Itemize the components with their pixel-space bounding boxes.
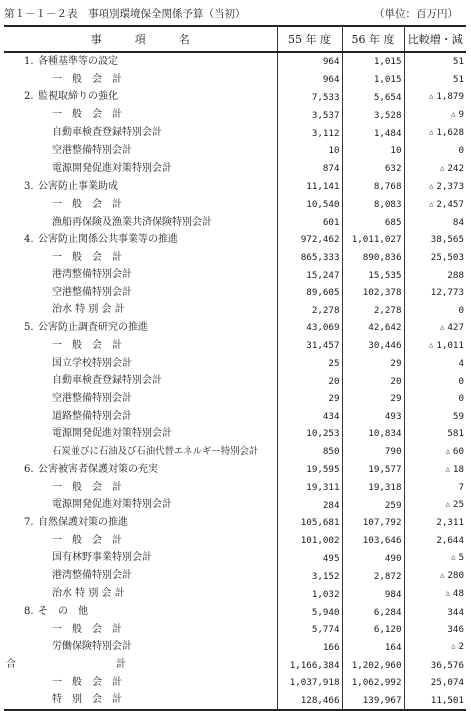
decrease-triangle-icon: △ [429, 199, 434, 208]
cell-diff [404, 603, 466, 621]
diff-value: 242 [447, 162, 464, 174]
diff-value: 51 [452, 73, 464, 85]
cell-fy55: 601 [277, 214, 342, 232]
cell-diff [404, 142, 466, 160]
budget-table [4, 25, 466, 711]
table-row [4, 355, 466, 373]
cell-fy56: 15,535 [342, 266, 404, 284]
diff-value: 2 [458, 641, 464, 653]
diff-value: 581 [447, 428, 464, 440]
row-item-name-cell [4, 621, 277, 639]
cell-fy55: 3,112 [277, 124, 342, 142]
cell-fy55: 1,032 [277, 585, 342, 603]
row-label: 空港整備特別会計 [52, 145, 132, 157]
cell-fy56: 20 [342, 372, 404, 390]
cell-fy55: 3,152 [277, 567, 342, 585]
table-row [4, 567, 466, 585]
cell-fy55: 128,466 [277, 691, 342, 710]
row-label: 道路整備特別会計 [52, 410, 132, 422]
row-item-name-cell [4, 88, 277, 106]
cell-diff [404, 461, 466, 479]
row-label: 治水 特 別 会 計 [52, 588, 125, 600]
row-number: 6. [24, 463, 34, 475]
decrease-triangle-icon: △ [451, 553, 456, 562]
table-row [4, 479, 466, 497]
cell-fy56: 103,646 [342, 532, 404, 550]
row-item-name-cell [4, 656, 277, 674]
cell-fy55: 10,253 [277, 425, 342, 443]
row-label: 労働保険特別会計 [52, 641, 132, 653]
table-row [4, 496, 466, 514]
row-item-name-cell [4, 514, 277, 532]
cell-fy55: 19,595 [277, 461, 342, 479]
diff-value: 288 [447, 269, 464, 281]
cell-fy55: 495 [277, 549, 342, 567]
cell-fy56: 164 [342, 638, 404, 656]
cell-fy56: 1,202,960 [342, 656, 404, 674]
cell-fy56: 102,378 [342, 284, 404, 302]
table-row [4, 532, 466, 550]
row-item-name-cell [4, 603, 277, 621]
row-item-name-cell [4, 638, 277, 656]
table-row [4, 372, 466, 390]
cell-fy55: 964 [277, 71, 342, 89]
cell-diff [404, 567, 466, 585]
cell-fy56: 685 [342, 214, 404, 232]
cell-fy55: 1,037,918 [277, 674, 342, 692]
cell-diff [404, 319, 466, 337]
row-item-name-cell [4, 461, 277, 479]
cell-fy56: 1,015 [342, 71, 404, 89]
column-header-diff: 比較増・減 [404, 26, 466, 52]
cell-fy55: 1,166,384 [277, 656, 342, 674]
column-header-item: 事 項 名 [4, 26, 277, 52]
diff-value: 0 [458, 375, 464, 387]
decrease-triangle-icon: △ [429, 340, 434, 349]
row-label: 国立学校特別会計 [52, 357, 132, 369]
cell-fy55: 964 [277, 52, 342, 71]
table-row [4, 231, 466, 249]
cell-fy56: 984 [342, 585, 404, 603]
cell-fy55: 11,141 [277, 178, 342, 196]
row-label: 国有林野事業特別会計 [52, 552, 152, 564]
cell-diff [404, 71, 466, 89]
table-row [4, 603, 466, 621]
cell-fy56: 107,792 [342, 514, 404, 532]
cell-diff [404, 549, 466, 567]
cell-fy56: 29 [342, 390, 404, 408]
cell-diff [404, 656, 466, 674]
row-label: 港湾整備特別会計 [52, 269, 132, 281]
diff-value: 346 [447, 624, 464, 636]
cell-diff [404, 88, 466, 106]
diff-value: 280 [447, 570, 464, 582]
diff-value: 2,311 [436, 517, 464, 529]
row-item-name-cell [4, 567, 277, 585]
diff-value: 59 [452, 410, 464, 422]
cell-fy56: 632 [342, 160, 404, 178]
row-label: 自動車検査登録特別会計 [52, 375, 162, 387]
cell-fy56: 8,083 [342, 196, 404, 214]
cell-fy55: 43,069 [277, 319, 342, 337]
cell-diff [404, 214, 466, 232]
row-item-name-cell [4, 71, 277, 89]
cell-fy55: 3,537 [277, 106, 342, 124]
decrease-triangle-icon: △ [451, 642, 456, 651]
table-row [4, 106, 466, 124]
table-row [4, 71, 466, 89]
row-label: 監視取締りの強化 [38, 91, 118, 103]
row-item-name-cell [4, 284, 277, 302]
cell-diff [404, 355, 466, 373]
table-row [4, 337, 466, 355]
cell-diff [404, 124, 466, 142]
table-row [4, 178, 466, 196]
cell-fy56: 493 [342, 408, 404, 426]
row-item-name-cell [4, 691, 277, 710]
row-label: 公害防止事業助成 [38, 180, 118, 192]
table-row [4, 514, 466, 532]
table-row [4, 621, 466, 639]
diff-value: 7 [458, 481, 464, 493]
cell-fy55: 166 [277, 638, 342, 656]
cell-diff [404, 443, 466, 461]
row-item-name-cell [4, 160, 277, 178]
row-label: 港湾整備特別会計 [52, 570, 132, 582]
row-label: 各種基準等の設定 [38, 56, 118, 67]
row-label: 特 別 会 計 [52, 694, 122, 706]
cell-diff [404, 496, 466, 514]
row-item-name-cell [4, 372, 277, 390]
cell-diff [404, 52, 466, 71]
row-item-name-cell [4, 52, 277, 71]
row-label: 合 計 [6, 659, 126, 671]
row-label: 一 般 会 計 [52, 73, 122, 85]
diff-value: 2,644 [436, 535, 464, 547]
cell-fy55: 20 [277, 372, 342, 390]
table-title: 第１－１－２表 事項別環境保全関係予算（当初） [4, 8, 246, 20]
row-label: 漁船再保険及漁業共済保険特別会計 [52, 216, 212, 228]
table-row [4, 284, 466, 302]
diff-value: 25,074 [430, 677, 464, 689]
diff-value: 60 [452, 445, 464, 457]
table-row [4, 301, 466, 319]
cell-fy56: 5,654 [342, 88, 404, 106]
decrease-triangle-icon: △ [445, 464, 450, 473]
diff-value: 1,879 [436, 91, 464, 103]
cell-diff [404, 231, 466, 249]
row-item-name-cell [4, 496, 277, 514]
table-row [4, 266, 466, 284]
table-row [4, 196, 466, 214]
cell-diff [404, 408, 466, 426]
cell-fy55: 10,540 [277, 196, 342, 214]
decrease-triangle-icon: △ [429, 128, 434, 137]
cell-diff [404, 638, 466, 656]
cell-fy55: 972,462 [277, 231, 342, 249]
diff-value: 51 [452, 56, 464, 68]
cell-diff [404, 479, 466, 497]
cell-diff [404, 106, 466, 124]
cell-diff [404, 585, 466, 603]
row-label: そ の 他 [38, 606, 88, 618]
row-item-name-cell [4, 479, 277, 497]
cell-fy56: 6,284 [342, 603, 404, 621]
cell-diff [404, 532, 466, 550]
cell-fy56: 490 [342, 549, 404, 567]
cell-fy55: 89,605 [277, 284, 342, 302]
row-label: 公害防止調査研究の推進 [38, 321, 148, 333]
cell-fy55: 29 [277, 390, 342, 408]
cell-fy55: 19,311 [277, 479, 342, 497]
cell-fy55: 874 [277, 160, 342, 178]
cell-fy56: 1,484 [342, 124, 404, 142]
cell-diff [404, 249, 466, 267]
diff-value: 344 [447, 606, 464, 618]
cell-fy55: 105,681 [277, 514, 342, 532]
cell-fy55: 31,457 [277, 337, 342, 355]
cell-diff [404, 621, 466, 639]
row-item-name-cell [4, 337, 277, 355]
cell-fy56: 8,768 [342, 178, 404, 196]
row-item-name-cell [4, 549, 277, 567]
column-header-fy56: 56 年 度 [342, 26, 404, 52]
cell-fy56: 1,015 [342, 52, 404, 71]
row-number: 1. [24, 56, 34, 67]
diff-value: 36,576 [430, 659, 464, 671]
row-label: 一 般 会 計 [52, 198, 122, 210]
row-number: 3. [24, 180, 34, 192]
cell-fy56: 42,642 [342, 319, 404, 337]
diff-value: 1,628 [436, 127, 464, 139]
diff-value: 4 [458, 358, 464, 370]
decrease-triangle-icon: △ [451, 110, 456, 119]
column-header-fy55: 55 年 度 [277, 26, 342, 52]
diff-value: 12,773 [430, 287, 464, 299]
cell-diff [404, 266, 466, 284]
table-row [4, 142, 466, 160]
table-row [4, 674, 466, 692]
cell-fy55: 865,333 [277, 249, 342, 267]
cell-fy55: 434 [277, 408, 342, 426]
row-item-name-cell [4, 408, 277, 426]
table-row [4, 52, 466, 71]
row-label: 電源開発促進対策特別会計 [52, 499, 172, 511]
diff-value: 5 [458, 552, 464, 564]
cell-fy55: 2,278 [277, 301, 342, 319]
row-label: 石炭並びに石油及び石油代替エネルギー特別会計 [52, 445, 259, 457]
row-item-name-cell [4, 443, 277, 461]
row-label: 空港整備特別会計 [52, 393, 132, 405]
row-item-name-cell [4, 249, 277, 267]
decrease-triangle-icon: △ [429, 181, 434, 190]
diff-value: 25 [452, 499, 464, 511]
diff-value: 0 [458, 304, 464, 316]
row-item-name-cell [4, 674, 277, 692]
table-row [4, 88, 466, 106]
table-row [4, 443, 466, 461]
cell-diff [404, 390, 466, 408]
table-row [4, 214, 466, 232]
table-row [4, 425, 466, 443]
diff-value: 25,503 [430, 252, 464, 263]
diff-value: 1,011 [436, 339, 464, 351]
cell-fy55: 850 [277, 443, 342, 461]
diff-value: 18 [452, 463, 464, 475]
row-item-name-cell [4, 124, 277, 142]
diff-value: 9 [458, 109, 464, 121]
decrease-triangle-icon: △ [440, 322, 445, 331]
row-item-name-cell [4, 214, 277, 232]
cell-diff [404, 337, 466, 355]
table-row [4, 549, 466, 567]
row-item-name-cell [4, 301, 277, 319]
diff-value: 11,501 [430, 694, 464, 706]
decrease-triangle-icon: △ [440, 571, 445, 580]
cell-fy55: 5,940 [277, 603, 342, 621]
cell-fy56: 19,318 [342, 479, 404, 497]
cell-fy56: 790 [342, 443, 404, 461]
row-label: 一 般 会 計 [52, 534, 122, 546]
row-label: 一 般 会 計 [52, 251, 122, 263]
diff-value: 2,373 [436, 180, 464, 192]
cell-diff [404, 372, 466, 390]
cell-fy55: 284 [277, 496, 342, 514]
row-label: 公害被害者保護対策の充実 [38, 463, 158, 475]
row-item-name-cell [4, 266, 277, 284]
cell-fy56: 3,528 [342, 106, 404, 124]
row-label: 電源開発促進対策特別会計 [52, 162, 172, 174]
cell-fy55: 101,002 [277, 532, 342, 550]
cell-fy55: 10 [277, 142, 342, 160]
row-number: 8. [24, 606, 34, 618]
decrease-triangle-icon: △ [440, 163, 445, 172]
cell-fy56: 6,120 [342, 621, 404, 639]
cell-fy56: 1,062,992 [342, 674, 404, 692]
row-number: 5. [24, 321, 34, 333]
row-label: 公害防止関係公共事業等の推進 [38, 234, 178, 246]
table-row [4, 249, 466, 267]
row-item-name-cell [4, 231, 277, 249]
cell-fy56: 259 [342, 496, 404, 514]
row-number: 4. [24, 234, 34, 246]
unit-label: （単位：百万円） [374, 8, 458, 20]
decrease-triangle-icon: △ [445, 589, 450, 598]
table-row [4, 319, 466, 337]
diff-value: 0 [458, 393, 464, 405]
decrease-triangle-icon: △ [445, 500, 450, 509]
cell-fy56: 2,872 [342, 567, 404, 585]
row-item-name-cell [4, 106, 277, 124]
table-row [4, 691, 466, 710]
row-label: 自動車検査登録特別会計 [52, 127, 162, 139]
row-label: 一 般 会 計 [52, 623, 122, 635]
table-row [4, 408, 466, 426]
cell-fy56: 10 [342, 142, 404, 160]
cell-fy55: 25 [277, 355, 342, 373]
table-header-row [4, 26, 466, 52]
table-row [4, 585, 466, 603]
cell-diff [404, 691, 466, 710]
cell-diff [404, 514, 466, 532]
row-label: 自然保護対策の推進 [38, 517, 128, 529]
cell-fy56: 29 [342, 355, 404, 373]
row-item-name-cell [4, 355, 277, 373]
row-label: 電源開発促進対策特別会計 [52, 428, 172, 440]
diff-value: 38,565 [430, 234, 464, 246]
row-label: 一 般 会 計 [52, 339, 122, 351]
table-row [4, 160, 466, 178]
cell-fy56: 1,011,027 [342, 231, 404, 249]
cell-diff [404, 284, 466, 302]
cell-fy56: 2,278 [342, 301, 404, 319]
row-item-name-cell [4, 319, 277, 337]
diff-value: 427 [447, 321, 464, 333]
cell-fy56: 139,967 [342, 691, 404, 710]
cell-diff [404, 196, 466, 214]
table-row [4, 124, 466, 142]
cell-fy56: 19,577 [342, 461, 404, 479]
cell-fy56: 10,834 [342, 425, 404, 443]
cell-diff [404, 674, 466, 692]
cell-fy56: 30,446 [342, 337, 404, 355]
cell-fy55: 15,247 [277, 266, 342, 284]
diff-value: 2,457 [436, 198, 464, 210]
row-label: 空港整備特別会計 [52, 286, 132, 298]
decrease-triangle-icon: △ [429, 92, 434, 101]
row-label: 一 般 会 計 [52, 481, 122, 493]
row-label: 治水 特 別 会 計 [52, 304, 125, 316]
row-label: 一 般 会 計 [52, 109, 122, 121]
decrease-triangle-icon: △ [445, 446, 450, 455]
table-row [4, 390, 466, 408]
cell-diff [404, 425, 466, 443]
row-item-name-cell [4, 178, 277, 196]
row-item-name-cell [4, 390, 277, 408]
diff-value: 84 [452, 216, 464, 228]
table-row [4, 638, 466, 656]
row-number: 2. [24, 91, 34, 103]
cell-diff [404, 178, 466, 196]
table-body [4, 52, 466, 710]
row-label: 一 般 会 計 [52, 676, 122, 688]
diff-value: 0 [458, 145, 464, 157]
cell-fy55: 5,774 [277, 621, 342, 639]
row-number: 7. [24, 517, 34, 529]
row-item-name-cell [4, 585, 277, 603]
cell-fy56: 890,836 [342, 249, 404, 267]
cell-diff [404, 301, 466, 319]
cell-diff [404, 160, 466, 178]
row-item-name-cell [4, 532, 277, 550]
row-item-name-cell [4, 196, 277, 214]
row-item-name-cell [4, 142, 277, 160]
diff-value: 48 [452, 588, 464, 600]
table-row [4, 461, 466, 479]
cell-fy55: 7,533 [277, 88, 342, 106]
table-row [4, 656, 466, 674]
row-item-name-cell [4, 425, 277, 443]
table-title-row [4, 6, 466, 22]
